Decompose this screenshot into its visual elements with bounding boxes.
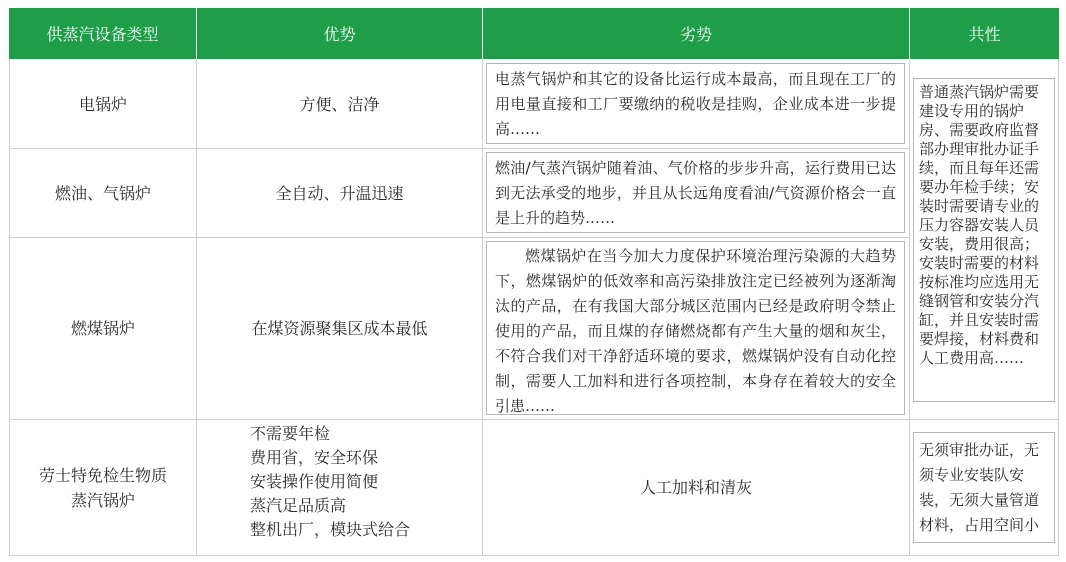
row4-disadvantage: 人工加料和清灰 bbox=[639, 478, 752, 497]
header-common: 共性 bbox=[910, 8, 1059, 59]
row4-type bbox=[10, 420, 196, 555]
row2-disadvantage: 燃油/气蒸汽锅炉随着油、气价格的步步升高，运行费用已达到无法承受的地步，并且从长远角度看油/气资源价格会一直是上升的趋势…… bbox=[486, 152, 905, 233]
row2-type: 燃油、气锅炉 bbox=[54, 183, 151, 203]
list-item: 蒸汽足品质高 bbox=[250, 496, 347, 515]
grid-line bbox=[1058, 59, 1059, 556]
row1-advantage: 方便、洁净 bbox=[299, 94, 380, 114]
header-type: 供蒸汽设备类型 bbox=[9, 8, 196, 59]
row1-type: 电锅炉 bbox=[78, 94, 127, 114]
list-item: 费用省，安全环保 bbox=[250, 448, 379, 467]
row4-type-line1: 劳士特免检生物质 bbox=[38, 465, 167, 485]
common-shared: 普通蒸汽锅炉需要建设专用的锅炉房、需要政府监督部办理审批办证手续，而且每年还需要办年检手续；安装时需要请专业的压力容器安装人员安装，费用很高；安装时需要的材料按标准均应选用无缝钢管和安装分汽缸，并且安装时需要焊接，材料费和人工费用高…… bbox=[913, 78, 1055, 402]
grid-line bbox=[9, 555, 1059, 556]
row3-type: 燃煤锅炉 bbox=[70, 319, 135, 338]
header-advantage: 优势 bbox=[197, 8, 482, 59]
list-item: 不需要年检 bbox=[250, 424, 331, 443]
header-disadvantage: 劣势 bbox=[483, 8, 909, 59]
row3-disadvantage: 燃煤锅炉在当今加大力度保护环境治理污染源的大趋势下，燃煤锅炉的低效率和高污染排放注定已经被列为逐渐淘汰的产品，在有我国大部分城区范围内已经是政府明令禁止使用的产品，而且煤的存储燃烧都有产生大量的烟和灰尘，不符合我们对干净舒适环境的要求，燃煤锅炉没有自动化控制，需要人工加料和进行各项控制，本身存在着较大的安全引患…… bbox=[486, 241, 905, 415]
comparison-table bbox=[9, 8, 1059, 556]
list-item: 安装操作使用简便 bbox=[250, 472, 379, 491]
row3-advantage: 在煤资源聚集区成本最低 bbox=[251, 319, 428, 338]
row2-advantage: 全自动、升温迅速 bbox=[275, 183, 404, 203]
row1-disadvantage: 电蒸气锅炉和其它的设备比运行成本最高，而且现在工厂的用电量直接和工厂要缴纳的税收是挂购，企业成本进一步提高…… bbox=[486, 63, 905, 144]
row4-common: 无须审批办证，无须专业安装队安装，无须大量管道材料，占用空间小 bbox=[913, 432, 1055, 543]
list-item: 整机出厂，模块式给合 bbox=[250, 520, 411, 539]
row4-type-line2: 蒸汽锅炉 bbox=[70, 490, 135, 510]
grid-line bbox=[909, 59, 910, 556]
row4-advantage-list bbox=[250, 422, 480, 554]
